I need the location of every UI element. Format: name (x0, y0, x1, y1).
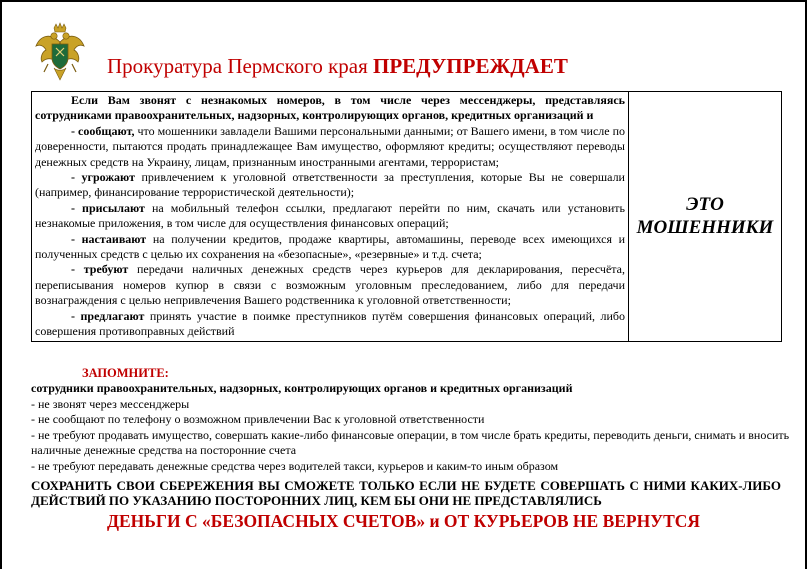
list-item (35, 262, 625, 308)
list-item (35, 309, 625, 340)
fraudsters-cell (629, 92, 782, 342)
item-text: принять участие в поимке преступников путём совершения финансовых операций, либо совершения противоправных действий (35, 308, 625, 339)
list-item (35, 201, 625, 232)
warns-word: ПРЕДУПРЕЖДАЕТ (373, 54, 568, 78)
page-title (107, 54, 568, 79)
item-keyword: - настаивают (71, 231, 147, 246)
remember-heading: сотрудники правоохранительных, надзорных, контролирующих органов и кредитных организаций (31, 381, 573, 395)
list-item: - не звонят через мессенджеры (31, 396, 190, 411)
list-item (35, 170, 625, 201)
prosecutor-emblem-icon (34, 22, 86, 84)
item-text: передачи наличных денежных средств через курьеров для декларирования, пересчёта, переписывания номеров купюр в связи с возможным уголовным преследованием, либо для передачи вознаграждения с целью непривлечения Вашего родственника к уголовной ответственности; (35, 262, 625, 308)
intro-text: Если Вам звонят с незнакомых номеров, в том числе через мессенджеры, представляясь сотрудниками правоохранительных, надзорных, контролирующих органов, кредитных организаций и (35, 93, 625, 123)
org-name: Прокуратура Пермского края (107, 54, 374, 78)
item-text: на мобильный телефон ссылки, предлагают перейти по ним, скачать или установить незнакомые приложения, в том числе для осуществления финансовых операций; (35, 200, 625, 231)
item-keyword: - сообщают, (71, 123, 135, 138)
list-item (35, 232, 625, 263)
item-text: привлечением к уголовной ответственности за преступления, которые Вы не совершали (например, финансирование террористической деятельности); (35, 170, 625, 200)
remember-label: ЗАПОМНИТЕ: (82, 366, 169, 380)
list-item (35, 124, 625, 170)
fraud-label-line1: ЭТО (686, 194, 724, 216)
fraud-label-line2: МОШЕННИКИ (636, 217, 774, 239)
list-item: - не требуют передавать денежные средства через водителей такси, курьеров и каким-то иным образом (31, 458, 559, 473)
item-keyword: - предлагают (71, 308, 145, 323)
remember-block (31, 381, 791, 475)
item-text: на получении кредитов, продаже квартиры, автомашины, переводе всех имеющихся и полученных средств с целью их сохранения на «безопасные», «резервные» и т.д. счета; (35, 231, 626, 262)
item-keyword: - присылают (71, 200, 145, 215)
item-keyword: - угрожают (71, 170, 135, 185)
item-text: что мошенники завладели Вашими персональными данными; от Вашего имени, в том числе по доверенности, пытаются продать принадлежащее Вам имущество, оформляют кредиты; осуществляют переводы денежных средств на Украину, лицам, признанным иностранными агентами, террористам; (35, 123, 626, 169)
list-item: - не сообщают по телефону о возможном привлечении Вас к уголовной ответственности (31, 412, 485, 427)
money-warning: ДЕНЬГИ С «БЕЗОПАСНЫХ СЧЕТОВ» и ОТ КУРЬЕРОВ НЕ ВЕРНУТСЯ (106, 511, 701, 531)
warning-table (31, 91, 782, 342)
scenarios-cell (32, 92, 629, 342)
item-keyword: - требуют (71, 262, 129, 277)
savings-warning: СОХРАНИТЬ СВОИ СБЕРЕЖЕНИЯ ВЫ СМОЖЕТЕ ТОЛЬКО ЕСЛИ НЕ БУДЕТЕ СОВЕРШАТЬ С НИМИ КАКИХ-ЛИБО ДЕЙСТВИЙ ПО УКАЗАНИЮ ПОСТОРОННИХ ЛИЦ, КЕМ БЫ ОНИ НЕ ПРЕДСТАВЛЯЛИСЬ (31, 478, 781, 508)
list-item: - не требуют продавать имущество, совершать какие-либо финансовые операции, в том числе брать кредиты, переводить деньги, снимать и вносить наличные денежные средства на посторонние счета (31, 427, 790, 458)
